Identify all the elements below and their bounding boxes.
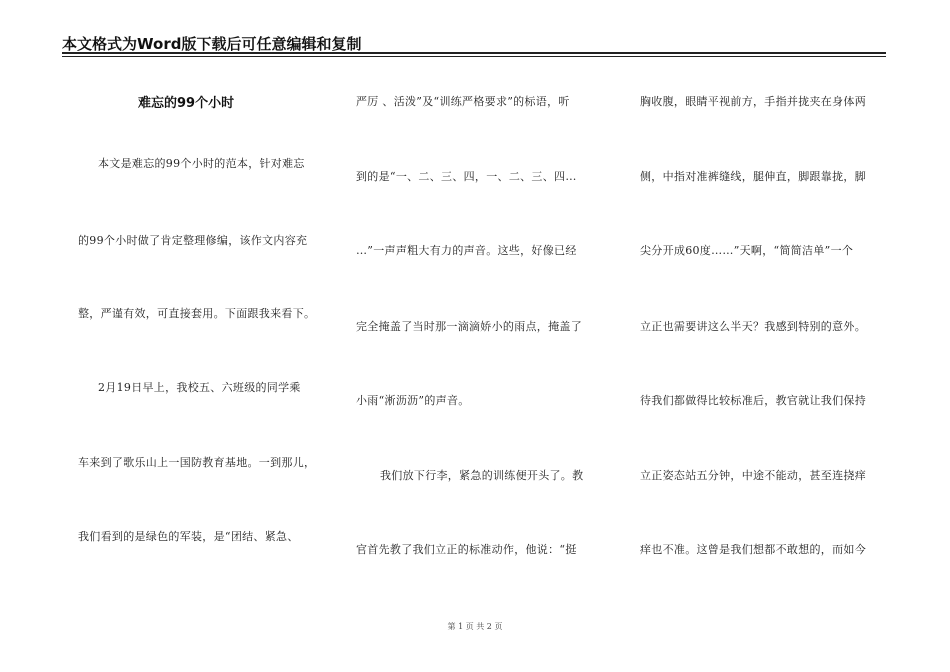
col2-line-5: 小雨“淅沥沥”的声音。 [356, 394, 470, 407]
col3-line-6: 立正姿态站五分钟，中途不能动，甚至连挠痒 [640, 469, 866, 482]
page-number-footer: 第 1 页 共 2 页 [447, 622, 503, 631]
col3-line-3: 尖分开成60度……”天啊，“简简洁单”一个 [640, 244, 854, 257]
col2-line-6: 我们放下行李，紧急的训练便开头了。教 [380, 469, 584, 482]
col1-line-5: 车来到了歌乐山上一国防教育基地。一到那儿， [78, 456, 316, 469]
header-rule-thin [62, 56, 886, 57]
col2-line-2: 到的是“一、二、三、四，一、二、三、四… [356, 170, 577, 183]
document-header: 本文格式为Word版下载后可任意编辑和复制 [62, 35, 362, 53]
col2-line-1: 严厉 、活泼”及“训练严格要求”的标语，听 [356, 95, 570, 108]
col2-line-7: 官首先教了我们立正的标准动作，他说：“挺 [356, 543, 577, 556]
col2-line-4: 完全掩盖了当时那一滴滴娇小的雨点，掩盖了 [356, 320, 582, 333]
header-rule-thick [62, 52, 886, 54]
col1-line-4: 2月19日早上，我校五、六班级的同学乘 [98, 381, 301, 394]
col1-line-1: 本文是难忘的99个小时的范本，针对难忘 [98, 157, 305, 170]
col1-line-3: 整，严谨有效，可直接套用。下面跟我来看下。 [78, 307, 316, 320]
col3-line-2: 侧，中指对准裤缝线，腿伸直，脚跟靠拢，脚 [640, 170, 866, 183]
article-title: 难忘的99个小时 [138, 96, 235, 111]
col3-line-4: 立正也需要讲这么半天？我感到特别的意外。 [640, 320, 866, 333]
col1-line-2: 的99个小时做了肯定整理修编，该作文内容充 [78, 234, 308, 247]
col2-line-3: …”一声声粗大有力的声音。这些，好像已经 [356, 244, 577, 257]
col1-line-6: 我们看到的是绿色的军装，是“团结、紧急、 [78, 530, 299, 543]
col3-line-7: 痒也不准。这曾是我们想都不敢想的，而如今 [640, 543, 866, 556]
col3-line-1: 胸收腹，眼睛平视前方，手指并拢夹在身体两 [640, 95, 866, 108]
col3-line-5: 待我们都做得比较标准后，教官就让我们保持 [640, 394, 866, 407]
